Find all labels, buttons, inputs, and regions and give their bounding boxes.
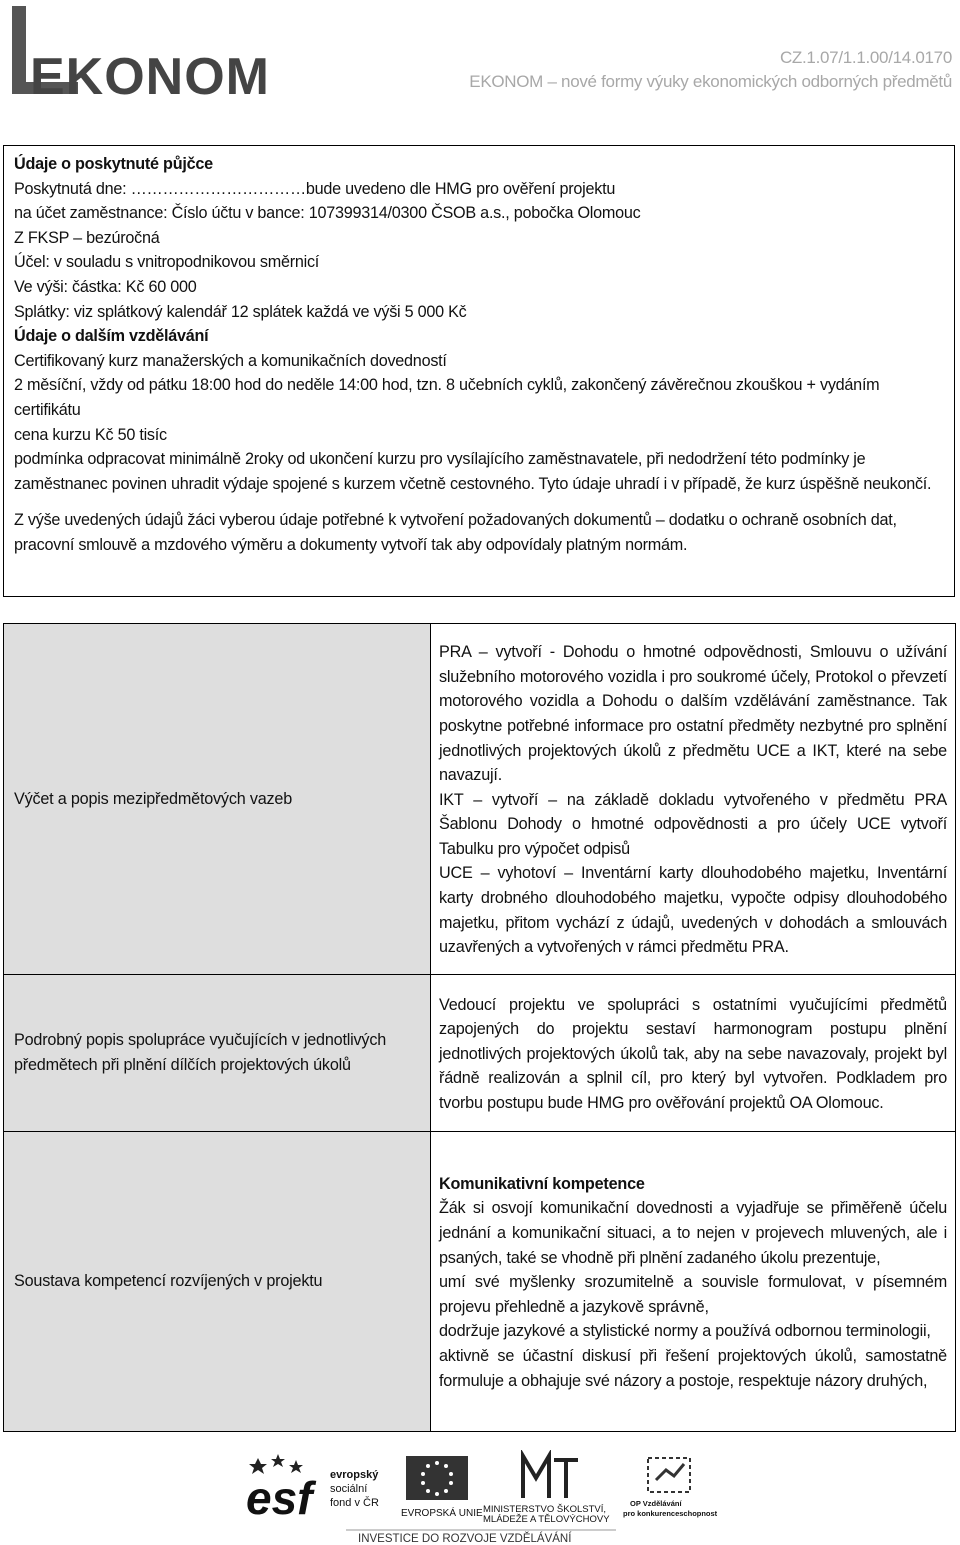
loan-purpose: Účel: v souladu s vnitropodnikovou směrnicí: [14, 253, 320, 272]
row-label-competences: Soustava kompetencí rozvíjených v projektu: [4, 1132, 431, 1432]
ekonom-logo: [8, 6, 298, 98]
loan-info-box: [3, 145, 955, 597]
competence-item: dodržuje jazykové a stylistické normy a používá odbornou terminologii,: [439, 1322, 931, 1341]
svg-text:OP Vzdělávání: OP Vzdělávání: [630, 1499, 682, 1508]
row-content-cooperation: [431, 975, 956, 1132]
row-label-links: Výčet a popis mezipředmětových vazeb: [4, 624, 431, 975]
uce-paragraph: UCE – vyhotoví – Inventární karty dlouhodobého majetku, Inventární karty drobného dlouhodobého majetku, vypočte odpisy dlouhodobého majetku, přitom vychází z údajů, uvedených v dohodách a smlouvách uzavřených a vytvořených v rámci předmětu PRA.: [439, 864, 947, 957]
svg-text:evropský: evropský: [330, 1469, 379, 1481]
ikt-paragraph: IKT – vytvoří – na základě dokladu vytvořeného v předmětu PRA Šablonu Dohody o hmotné odpovědnosti a pro účely UCE vytvoří Tabulku pro výpočet odpisů: [439, 790, 947, 858]
task-note: Z výše uvedených údajů žáci vyberou údaje potřebné k vytvoření požadovaných dokumentů – dodatku o ochraně osobních dat, pracovní smlouvě a mzdového výměru a dokumenty vytvoří tak aby odpovídaly platným normám.: [14, 511, 897, 554]
footer-logos: [238, 1450, 728, 1545]
project-subtitle: EKONOM – nové formy výuky ekonomických odborných předmětů: [469, 72, 952, 91]
competence-item: Žák si osvojí komunikační dovednosti a vyjadřuje se přiměřeně účelu jednání a komunikační situaci, a to nejen v projevech mluvených, ale i psaných, také se vhodně při plnění zadaného úkolu prezentuje,: [439, 1199, 947, 1267]
table-row: [4, 624, 956, 975]
project-table: [3, 623, 956, 1432]
education-schedule: 2 měsíční, vždy od pátku 18:00 hod do neděle 14:00 hod, tzn. 8 učebních cyklů, zakončený závěrečnou zkouškou + vydáním certifikátu: [14, 376, 880, 419]
education-condition: podmínka odpracovat minimálně 2roky od ukončení kurzu pro vysílajícího zaměstnavatele, při nedodržení této podmínky je zaměstnanec povinen uhradit výdaje spojené s kurzem včetně cestovného. Tyto údaje uhradí i v případě, že kurz úspěšně neukončí.: [14, 450, 932, 493]
svg-text:fond v ČR: fond v ČR: [330, 1497, 379, 1509]
loan-heading: Údaje o poskytnuté půjčce: [14, 155, 213, 173]
svg-text:pro konkurenceschopnost: pro konkurenceschopnost: [623, 1509, 718, 1518]
competence-item: umí své myšlenky srozumitelně a souvisle formulovat, v písemném projevu přehledně a jazykově správně,: [439, 1273, 947, 1316]
op-logo: [623, 1458, 718, 1518]
competence-heading: Komunikativní kompetence: [439, 1174, 645, 1193]
msmt-logo: [483, 1456, 610, 1525]
esf-logo: [246, 1454, 379, 1524]
svg-text:esf: esf: [246, 1472, 313, 1524]
competence-item: aktivně se účastní diskusí při řešení projektových úkolů, samostatně formuluje a obhajuje své názory a postoje, respektuje názory druhých,: [439, 1346, 947, 1390]
loan-source: Z FKSP – bezúročná: [14, 228, 160, 247]
svg-text:MLÁDEŽE A TĚLOVÝCHOVY: MLÁDEŽE A TĚLOVÝCHOVY: [483, 1514, 610, 1525]
education-heading: Údaje o dalším vzdělávání: [14, 327, 209, 346]
svg-text:sociální: sociální: [330, 1483, 368, 1495]
pra-paragraph: PRA – vytvoří - Dohodu o hmotné odpovědnosti, Smlouvu o užívání služebního motorového vozidla i pro soukromé účely, Protokol o převzetí motorového vozidla a Dohodu o dalším vzdělávání zaměstnance. Tak poskytne potřebné informace pro ostatní předměty nezbytné pro splnění jednotlivých projektových úkolů z předmětu UCE a IKT, které na sebe navazují.: [439, 643, 947, 785]
education-course: Certifikovaný kurz manažerských a komunikačních dovedností: [14, 351, 447, 370]
table-row: [4, 975, 956, 1132]
row-content-competences: [431, 1132, 956, 1432]
logo-text: EKONOM: [30, 48, 270, 98]
cooperation-paragraph: Vedoucí projektu ve spolupráci s ostatními vyučujícími předmětů zapojených do projektu sestaví harmonogram postupu plnění jednotlivých projektových úkolů tak, aby na sebe navazovaly, projekt byl řádně realizován a splnil cíl, pro který byl vytvořen. Podkladem pro tvorbu postupu bude HMG pro ověřování projektů OA Olomouc.: [439, 995, 947, 1112]
table-row: [4, 1132, 956, 1432]
loan-date: Poskytnutá dne: ……………………………bude uvedeno dle HMG pro ověření projektu: [14, 179, 616, 198]
footer-slogan: INVESTICE DO ROZVOJE VZDĚLÁVÁNÍ: [358, 1533, 572, 1545]
svg-text:MINISTERSTVO ŠKOLSTVÍ,: MINISTERSTVO ŠKOLSTVÍ,: [483, 1504, 606, 1515]
loan-account: na účet zaměstnance: Číslo účtu v bance: 107399314/0300 ČSOB a.s., pobočka Olomouc: [14, 204, 641, 223]
header-info: [469, 46, 952, 94]
row-label-cooperation: Podrobný popis spolupráce vyučujících v jednotlivých předmětech při plnění dílčích projektových úkolů: [4, 975, 431, 1132]
row-content-links: [431, 624, 956, 975]
eu-flag-icon: [401, 1456, 483, 1519]
svg-text:EVROPSKÁ UNIE: EVROPSKÁ UNIE: [401, 1508, 483, 1519]
project-code: CZ.1.07/1.1.00/14.0170: [779, 48, 952, 67]
loan-amount: Ve výši: částka: Kč 60 000: [14, 277, 197, 296]
education-price: cena kurzu Kč 50 tisíc: [14, 425, 167, 444]
loan-repayments: Splátky: viz splátkový kalendář 12 splátek každá ve výši 5 000 Kč: [14, 302, 467, 321]
